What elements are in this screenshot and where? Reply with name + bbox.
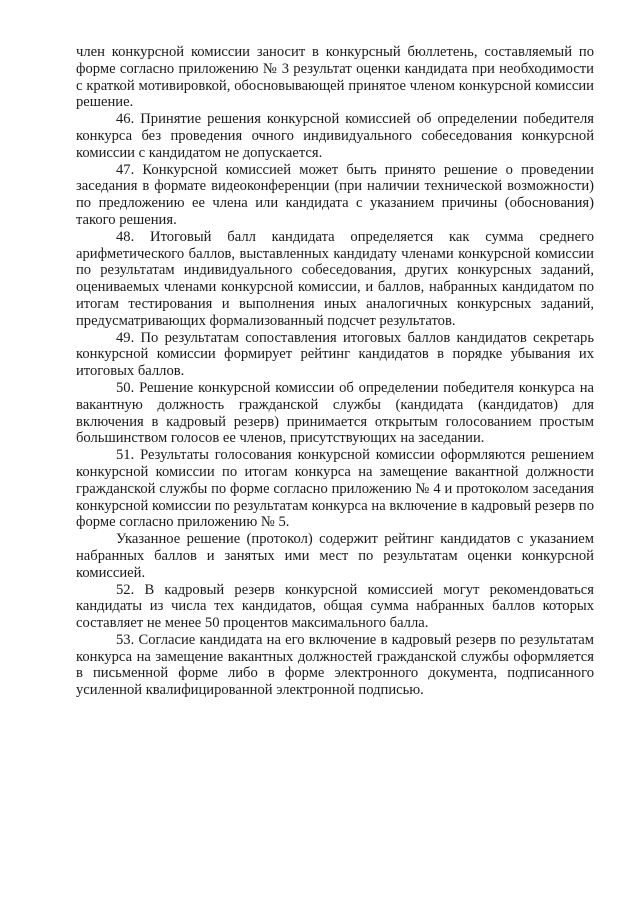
paragraph-53: 53. Согласие кандидата на его включение в кадровый резерв по результатам конкурса на замещение вакантных должностей гражданской службы оформляется в письменной форме либо в форме электронного документа, подписанного усиленной квалифицированной электронной подписью.: [76, 631, 594, 699]
paragraph-46: 46. Принятие решения конкурсной комиссией об определении победителя конкурса без проведения очного индивидуального собеседования конкурсной комиссии с кандидатом не допускается.: [76, 111, 594, 161]
paragraph-48: 48. Итоговый балл кандидата определяется как сумма среднего арифметического баллов, выставленных кандидату членами конкурсной комиссии по результатам индивидуального собеседования, других конкурсных заданий, оцениваемых членами конкурсной комиссии, и баллов, набранных кандидатом по итогам тестирования и выполнения иных аналогичных конкурсных заданий, предусматривающих формализованный подсчет результатов.: [76, 228, 594, 329]
paragraph-50: 50. Решение конкурсной комиссии об определении победителя конкурса на вакантную должность гражданской службы (кандидата (кандидатов) для включения в кадровый резерв) принимается открытым голосованием простым большинством голосов ее членов, присутствующих на заседании.: [76, 379, 594, 447]
paragraph-52: 52. В кадровый резерв конкурсной комиссией могут рекомендоваться кандидаты из числа тех кандидатов, общая сумма набранных баллов которых составляет не менее 50 процентов максимального балла.: [76, 581, 594, 632]
paragraph-51-note: Указанное решение (протокол) содержит рейтинг кандидатов с указанием набранных баллов и занятых ими мест по результатам оценки конкурсной комиссией.: [76, 531, 594, 581]
paragraph-51: 51. Результаты голосования конкурсной комиссии оформляются решением конкурсной комиссии по итогам конкурса на замещение вакантной должности гражданской службы по форме согласно приложению № 4 и протоколом заседания конкурсной комиссии по результатам конкурса на включение в кадровый резерв по форме согласно приложению № 5.: [76, 447, 594, 531]
paragraph-47: 47. Конкурсной комиссией может быть принято решение о проведении заседания в формате видеоконференции (при наличии технической возможности) по предложению ее члена или кандидата с указанием причины (обоснования) такого решения.: [76, 161, 594, 228]
paragraph-49: 49. По результатам сопоставления итоговых баллов кандидатов секретарь конкурсной комиссии формирует рейтинг кандидатов в порядке убывания их итоговых баллов.: [76, 329, 594, 380]
paragraph-continuation: член конкурсной комиссии заносит в конкурсный бюллетень, составляемый по форме согласно приложению № 3 результат оценки кандидата при необходимости с краткой мотивировкой, обосновывающей принятое членом конкурсной комиссии решение.: [76, 44, 594, 111]
